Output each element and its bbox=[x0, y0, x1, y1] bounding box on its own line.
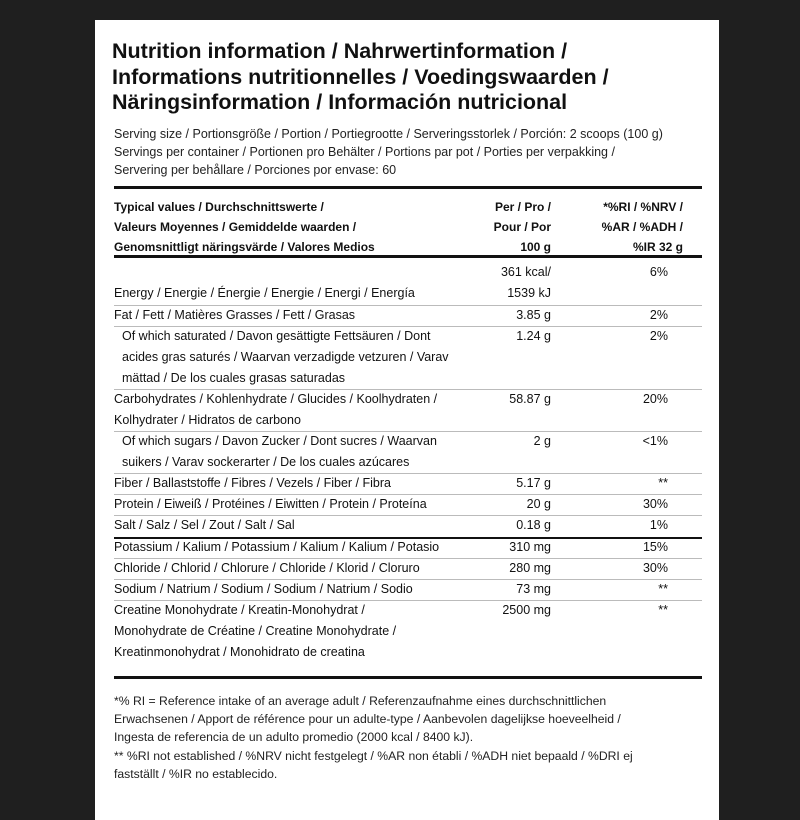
row-value-saturated: 1.24 g bbox=[516, 329, 551, 343]
row-label-carbohydrates bbox=[114, 389, 437, 431]
serving-info bbox=[114, 125, 714, 179]
serving-line: Servings per container / Portionen pro Behälter / Portions par pot / Porties per verpakking / bbox=[114, 145, 615, 159]
footnote-line: ** %RI not established / %NRV nicht festgelegt / %AR non établi / %ADH niet bepaald / %DRI ej bbox=[114, 748, 633, 763]
row-value-energy bbox=[465, 262, 551, 304]
label-line: acides gras saturés / Waarvan verzadigde vetzuren / Varav bbox=[122, 350, 449, 364]
footnote-line: *% RI = Reference intake of an average adult / Referenzaufnahme eines durchschnittlichen bbox=[114, 694, 607, 708]
serving-line: Serving size / Portionsgröße / Portion / Portiegrootte / Serveringsstorlek / Porción: 2 scoops (100 g) bbox=[114, 127, 663, 141]
header-line: Valeurs Moyennes / Gemiddelde waarden / bbox=[114, 220, 357, 234]
row-ri-carbohydrates: 20% bbox=[642, 392, 668, 406]
value-line: 1539 kJ bbox=[507, 286, 551, 300]
row-ri-sugars: <1% bbox=[642, 434, 668, 448]
row-label-saturated bbox=[122, 326, 449, 389]
header-line: %AR / %ADH / bbox=[601, 220, 683, 234]
row-value-creatine: 2500 mg bbox=[502, 603, 551, 617]
row-label-creatine bbox=[114, 600, 396, 663]
header-line: 100 g bbox=[520, 240, 551, 254]
footnote-line: Ingesta de referencia de un adulto promedio (2000 kcal / 8400 kJ). bbox=[114, 730, 474, 745]
row-label-chloride: Chloride / Chlorid / Chlorure / Chloride / Klorid / Cloruro bbox=[114, 561, 420, 575]
row-ri-chloride: 30% bbox=[642, 561, 668, 575]
row-label-energy bbox=[114, 262, 415, 304]
title-line: Nutrition information / Nahrwertinformation / bbox=[112, 39, 568, 63]
serving-line: Servering per behållare / Porciones por envase: 60 bbox=[114, 163, 397, 177]
row-value-fat: 3.85 g bbox=[516, 308, 551, 322]
divider-thick bbox=[114, 676, 702, 679]
label-title bbox=[112, 39, 712, 116]
label-line: Energy / Energie / Énergie / Energie / Energi / Energía bbox=[114, 286, 415, 300]
header-line: %IR 32 g bbox=[632, 240, 683, 254]
row-value-salt: 0.18 g bbox=[516, 518, 551, 532]
row-label-potassium: Potassium / Kalium / Potassium / Kalium / Kalium / Potasio bbox=[114, 540, 440, 554]
label-line: Of which sugars / Davon Zucker / Dont sucres / Waarvan bbox=[122, 434, 437, 448]
header-line: Genomsnittligt näringsvärde / Valores Medios bbox=[114, 240, 375, 254]
row-label-fiber: Fiber / Ballaststoffe / Fibres / Vezels / Fiber / Fibra bbox=[114, 476, 391, 490]
row-ri-protein: 30% bbox=[642, 497, 668, 511]
header-ri bbox=[575, 197, 683, 257]
header-line: *%RI / %NRV / bbox=[603, 200, 683, 214]
divider-thick bbox=[114, 186, 702, 189]
row-value-sodium: 73 mg bbox=[516, 582, 551, 596]
row-value-potassium: 310 mg bbox=[509, 540, 551, 554]
header-typical-values bbox=[114, 197, 375, 257]
label-line bbox=[114, 262, 415, 283]
value-line: 361 kcal/ bbox=[500, 265, 551, 279]
label-line: Kreatinmonohydrat / Monohidrato de creatina bbox=[114, 645, 365, 659]
row-label-sugars bbox=[122, 431, 437, 473]
row-value-chloride: 280 mg bbox=[509, 561, 551, 575]
row-value-carbohydrates: 58.87 g bbox=[509, 392, 551, 406]
row-value-sugars: 2 g bbox=[533, 434, 551, 448]
row-ri-sodium: ** bbox=[658, 582, 668, 596]
label-line: Creatine Monohydrate / Kreatin-Monohydrat / bbox=[114, 603, 365, 617]
header-line: Pour / Por bbox=[493, 220, 551, 234]
title-line: Näringsinformation / Información nutricional bbox=[112, 90, 568, 114]
footnote-line: Erwachsenen / Apport de référence pour un adulte-type / Aanbevolen dagelijkse hoeveelheid / bbox=[114, 712, 621, 727]
nutrition-label bbox=[95, 20, 719, 820]
row-value-protein: 20 g bbox=[526, 497, 551, 511]
row-ri-fat: 2% bbox=[649, 308, 668, 322]
label-line: Monohydrate de Créatine / Creatine Monohydrate / bbox=[114, 624, 397, 638]
label-line: Carbohydrates / Kohlenhydrate / Glucides / Koolhydraten / bbox=[114, 392, 438, 406]
label-line: Kolhydrater / Hidratos de carbono bbox=[114, 413, 301, 427]
footnote-line: fastställt / %IR no establecido. bbox=[114, 766, 278, 781]
footnote bbox=[114, 692, 704, 783]
title-line: Informations nutritionnelles / Voedingswaarden / bbox=[112, 64, 609, 89]
row-ri-potassium: 15% bbox=[642, 540, 668, 554]
row-ri-energy: 6% bbox=[649, 265, 668, 279]
row-label-salt: Salt / Salz / Sel / Zout / Salt / Sal bbox=[114, 518, 295, 532]
label-line: Of which saturated / Davon gesättigte Fettsäuren / Dont bbox=[122, 329, 431, 343]
divider-thick bbox=[114, 255, 702, 258]
label-line: suikers / Varav sockerarter / De los cuales azúcares bbox=[122, 455, 410, 469]
row-ri-salt: 1% bbox=[649, 518, 668, 532]
row-label-sodium: Sodium / Natrium / Sodium / Sodium / Natrium / Sodio bbox=[114, 582, 413, 596]
label-line: mättad / De los cuales grasas saturadas bbox=[122, 371, 346, 385]
header-per-100g bbox=[475, 197, 551, 257]
header-line: Per / Pro / bbox=[494, 200, 551, 214]
row-ri-fiber: ** bbox=[658, 476, 668, 490]
row-label-protein: Protein / Eiweiß / Protéines / Eiwitten / Protein / Proteína bbox=[114, 497, 427, 511]
row-label-fat: Fat / Fett / Matières Grasses / Fett / Grasas bbox=[114, 308, 356, 322]
row-ri-creatine: ** bbox=[658, 603, 668, 617]
row-value-fiber: 5.17 g bbox=[516, 476, 551, 490]
header-line: Typical values / Durchschnittswerte / bbox=[114, 200, 324, 214]
row-ri-saturated: 2% bbox=[649, 329, 668, 343]
